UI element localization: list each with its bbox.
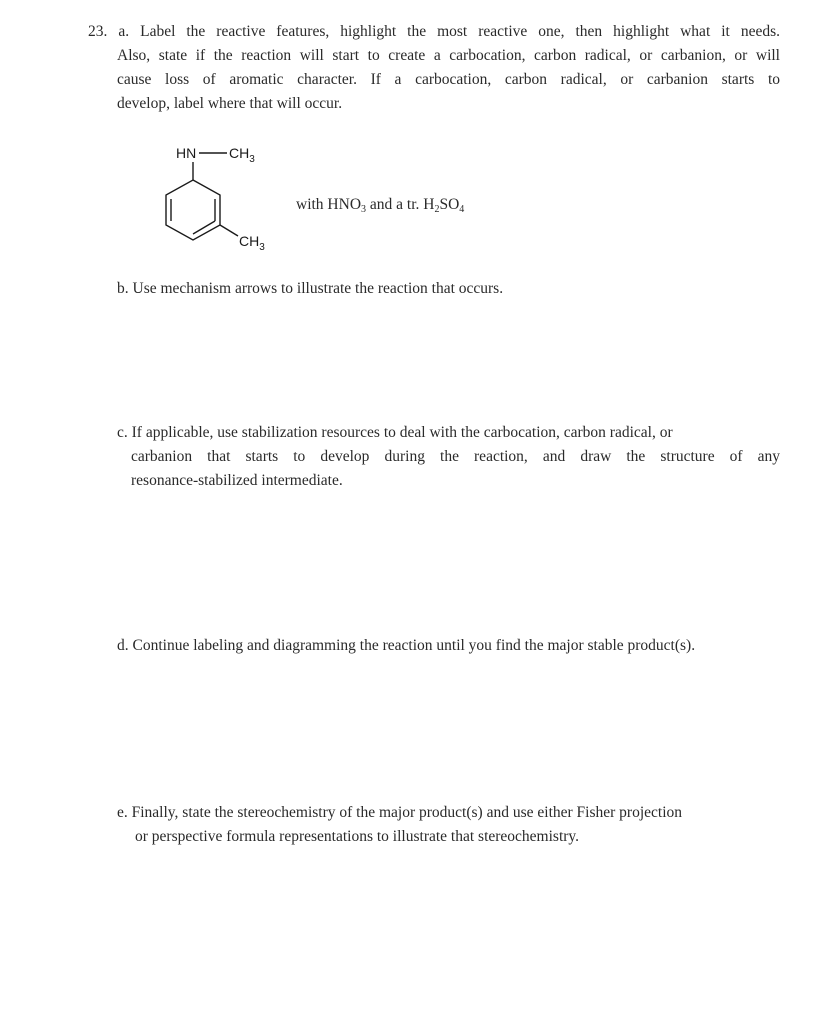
part-c-line-3: resonance-stabilized intermediate. xyxy=(131,472,343,489)
part-a-line-2: Also, state if the reaction will start to create a carbocation, carbon radical, or carbanion, or will xyxy=(117,47,780,64)
part-e-line-2: or perspective formula representations to illustrate that stereochemistry. xyxy=(135,828,580,845)
part-a-line-3: cause loss of aromatic character. If a carbocation, carbon radical, or carbanion starts to xyxy=(117,71,780,88)
part-c-line-1: c. If applicable, use stabilization resources to deal with the carbocation, carbon radical, or xyxy=(117,424,673,441)
top-ch3-label: $CH_3$ xyxy=(229,145,255,165)
part-a-line-1 xyxy=(88,20,780,44)
reagent-text xyxy=(296,196,464,215)
benzene-ring-structure xyxy=(160,140,300,255)
question-23-part-d xyxy=(117,634,695,658)
part-d-text: d. Continue labeling and diagramming the reaction until you find the major stable product(s). xyxy=(117,637,696,654)
question-23-part-a xyxy=(88,20,780,116)
reagent-sub-4: 4 xyxy=(459,204,465,215)
question-23-part-c xyxy=(117,421,780,493)
ring-ch3-bond xyxy=(220,225,238,236)
part-a-line-4: develop, label where that will occur. xyxy=(117,95,343,112)
bottom-ch3-label: $CH_3$ xyxy=(239,233,265,253)
question-23-part-b xyxy=(117,277,503,301)
part-c-line-2: carbanion that starts to develop during the reaction, and draw the structure of any xyxy=(131,448,780,465)
question-number: 23. xyxy=(88,23,108,40)
reagent-sub-3: 3 xyxy=(361,204,367,215)
reagent-sub-2: 2 xyxy=(434,204,440,215)
part-e-line-1: e. Finally, state the stereochemistry of the major product(s) and use either Fisher projection xyxy=(117,804,683,821)
reagent-middle: and a tr. H xyxy=(366,196,435,213)
nh-label: HN xyxy=(176,145,197,161)
benzene-ring xyxy=(166,180,220,240)
part-b-text: b. Use mechanism arrows to illustrate the reaction that occurs. xyxy=(117,280,504,297)
reagent-so: SO xyxy=(439,196,460,213)
question-23-part-e xyxy=(117,801,780,849)
reagent-prefix: with HNO xyxy=(296,196,362,213)
chemical-structure xyxy=(160,140,300,255)
part-a-text-1: a. Label the reactive features, highlight the most reactive one, then highlight what it needs. xyxy=(118,23,780,40)
double-bond-3 xyxy=(193,221,215,234)
